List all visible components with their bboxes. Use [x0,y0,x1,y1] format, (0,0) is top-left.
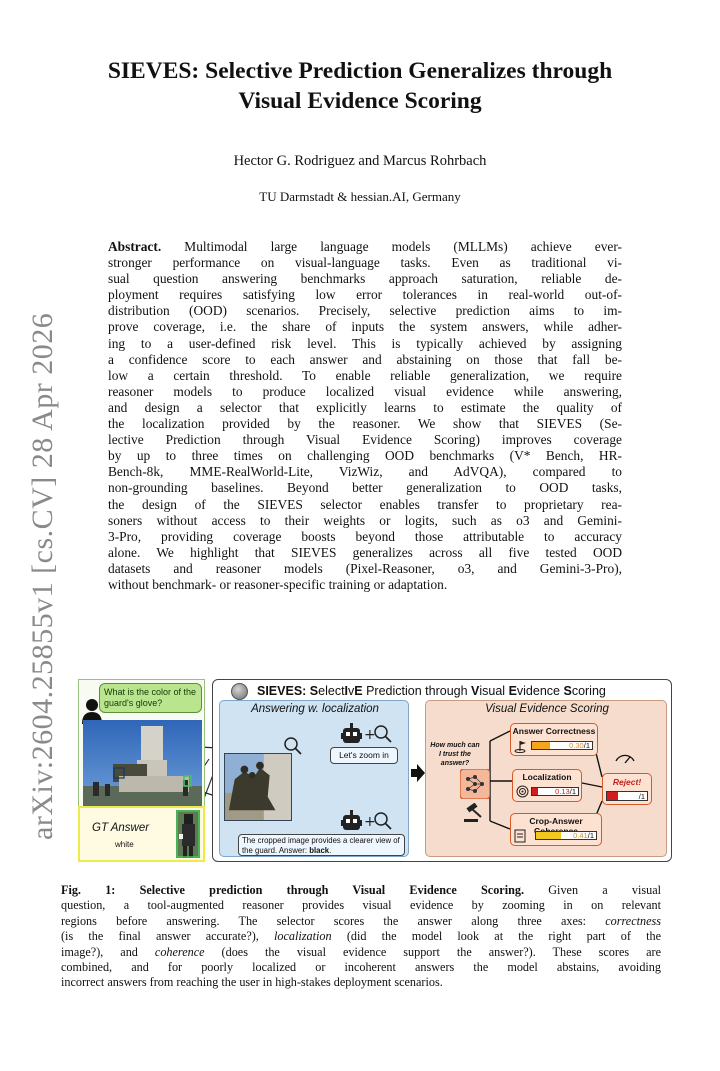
answer-correctness-box [510,723,598,756]
localization-box [512,769,582,802]
reject-value: 0.28/1 [624,792,645,801]
abstract-line: alone. We highlight that SIEVES generalizes across all five tested OOD [108,544,622,560]
correctness-label: Answer Correctness [512,726,596,736]
abstract-line: and design a selector that explicitly learns to estimate the quality of [108,399,622,415]
coherence-value: 0.41/1 [573,831,594,840]
authors: Hector G. Rodriguez and Marcus Rohrbach [233,153,487,169]
abstract-line: stronger performance on visual-language tasks. Even as traditional vi- [108,255,622,271]
reject-decision-box [602,773,652,805]
correctness-value: 0.30/1 [569,741,590,750]
coherence-bar-fill [536,832,561,839]
correctness-bar-fill [532,742,550,749]
visual-evidence-scoring-panel [425,700,667,857]
caption-line: Fig. 1: Selective prediction through Visual Evidence Scoring. Given a visual [61,883,662,897]
paper-title [40,56,680,116]
svg-text:+: + [364,727,376,743]
abstract-line: ployment requires satisfying low error tolerances in real-world out-of- [108,287,622,303]
arrow-right-icon [411,764,425,782]
localization-bar-fill [532,788,538,795]
abstract-line: reasoner models to produce localized visual evidence while answering, [108,383,622,399]
gavel-icon [463,803,487,823]
abstract-line: Bench-8k, MME-RealWorld-Lite, VizWiz, and AdVQA), compared to [108,464,622,480]
abstract-label: Abstract. [108,239,162,254]
coherence-bar [535,831,597,840]
svg-text:+: + [364,814,376,830]
figure-caption [61,883,661,991]
guard-closeup-photo [176,810,200,858]
coherence-label: Crop-Answer [529,816,583,826]
localization-bar [531,787,579,796]
pipeline-title: SIEVES: SelectIvE Prediction through Visual Evidence Scoring [257,684,606,698]
zoom-message-bubble: Let's zoom in [330,747,398,764]
robot-answer-icon [341,810,397,832]
abstract [108,239,622,593]
title-line-2: Visual Evidence Scoring [238,88,482,114]
caption-label: Fig. 1: [61,883,116,897]
abstract-line: distribution (OOD) scenarios. Precisely, selective prediction aims to im- [108,303,622,319]
scoring-title: Visual Evidence Scoring [485,703,609,715]
reject-score-bar [606,791,648,801]
abstract-line: sual question answering benchmarks approach saturation, reliable de- [108,271,622,287]
flag-target-icon [514,739,528,753]
abstract-line: by up to three times on challenging OOD benchmarks (V* Bench, HR- [108,448,622,464]
abstract-line: without benchmark- or reasoner-specific training or adaptation. [108,576,448,592]
gt-answer-value: white [115,840,134,849]
question-bubble: What is the color of the guard's glove? [99,683,202,713]
abstract-line: a confidence score to each answer and abstaining on those that fall be- [108,351,622,367]
abstract-line: datasets and reasoner models (Pixel-Reasoner, o3, and Gemini-3-Pro), [108,560,622,576]
abstract-line: non-grounding baselines. Beyond better generalization to OOD tasks, [108,480,622,496]
localization-value: 0.13/1 [555,787,576,796]
caption-line: image?), and coherence (does the visual evidence support the answer?). These scores are [61,944,661,959]
robot-zoom-icon [341,723,397,745]
abstract-line: 3-Pro, providing coverage boosts beyond those attributable to accuracy [108,528,622,544]
abstract-line: the design of the SIEVES selector enables transfer to proprietary rea- [108,496,622,512]
abstract-line: the localization provided by the reasoner. We show that SIEVES (Se- [108,416,622,432]
target-icon [516,785,529,798]
caption-line: regions before answering. The selector scores the answer along three axes: correctness [61,913,661,928]
answering-title: Answering w. localization [251,703,379,715]
correctness-bar [531,741,593,750]
abstract-line: soners without access to their weights or logits, such as o3 and Gemini- [108,512,622,528]
abstract-line: Abstract. Multimodal large language models (MLLMs) achieve ever- [108,239,622,254]
cropped-guard-photo [224,753,292,821]
caption-bold-title: Selective prediction through Visual Evidence Scoring. [139,883,525,897]
caption-line: combined, and for poorly localized or incoherent answers the model abstains, avoiding [61,960,661,975]
title-line-1: SIEVES: Selective Prediction Generalizes through [107,58,613,84]
sieves-logo-icon [231,683,248,700]
reject-label: Reject! [612,777,642,787]
arxiv-identifier-stamp: arXiv:2604.25855v1 [cs.CV] 28 Apr 2026 [26,312,59,840]
abstract-line: lective Prediction through Visual Evidence Scoring) improves coverage [108,432,622,448]
trust-question: How much can I trust the answer? [430,742,480,767]
abstract-line: ing to a user-defined risk level. This is typically achieved by assigning [108,335,622,351]
abstract-line: low a certain threshold. To enable reliable generalization, we require [108,367,622,383]
gt-answer-title: GT Answer [92,822,150,834]
abstract-line: prove coverage, i.e. the share of inputs the system answers, while adher- [108,319,622,335]
crop-answer-coherence-box [510,813,602,846]
selector-network-icon [460,769,490,799]
localization-label: Localization [522,772,572,782]
ground-truth-box [78,806,205,862]
final-answer-bubble: The cropped image provides a clearer view of the guard. Answer: black. [238,834,405,856]
figure-1 [78,679,672,865]
document-crop-icon [514,829,527,843]
answering-localization-panel [219,700,409,857]
memorial-photo [83,720,202,806]
reject-bar-fill [607,792,618,800]
sieves-pipeline-panel [212,679,672,862]
caption-line: question, a tool-augmented reasoner provides visual evidence by zooming in on relevant [61,898,661,913]
caption-line: incorrect answers from reaching the user in high-stakes deployment scenarios. [61,975,443,990]
caption-line: (is the final answer accurate?), localization (did the model look at the right part of the [61,929,661,944]
affiliation: TU Darmstadt & hessian.AI, Germany [259,189,461,204]
